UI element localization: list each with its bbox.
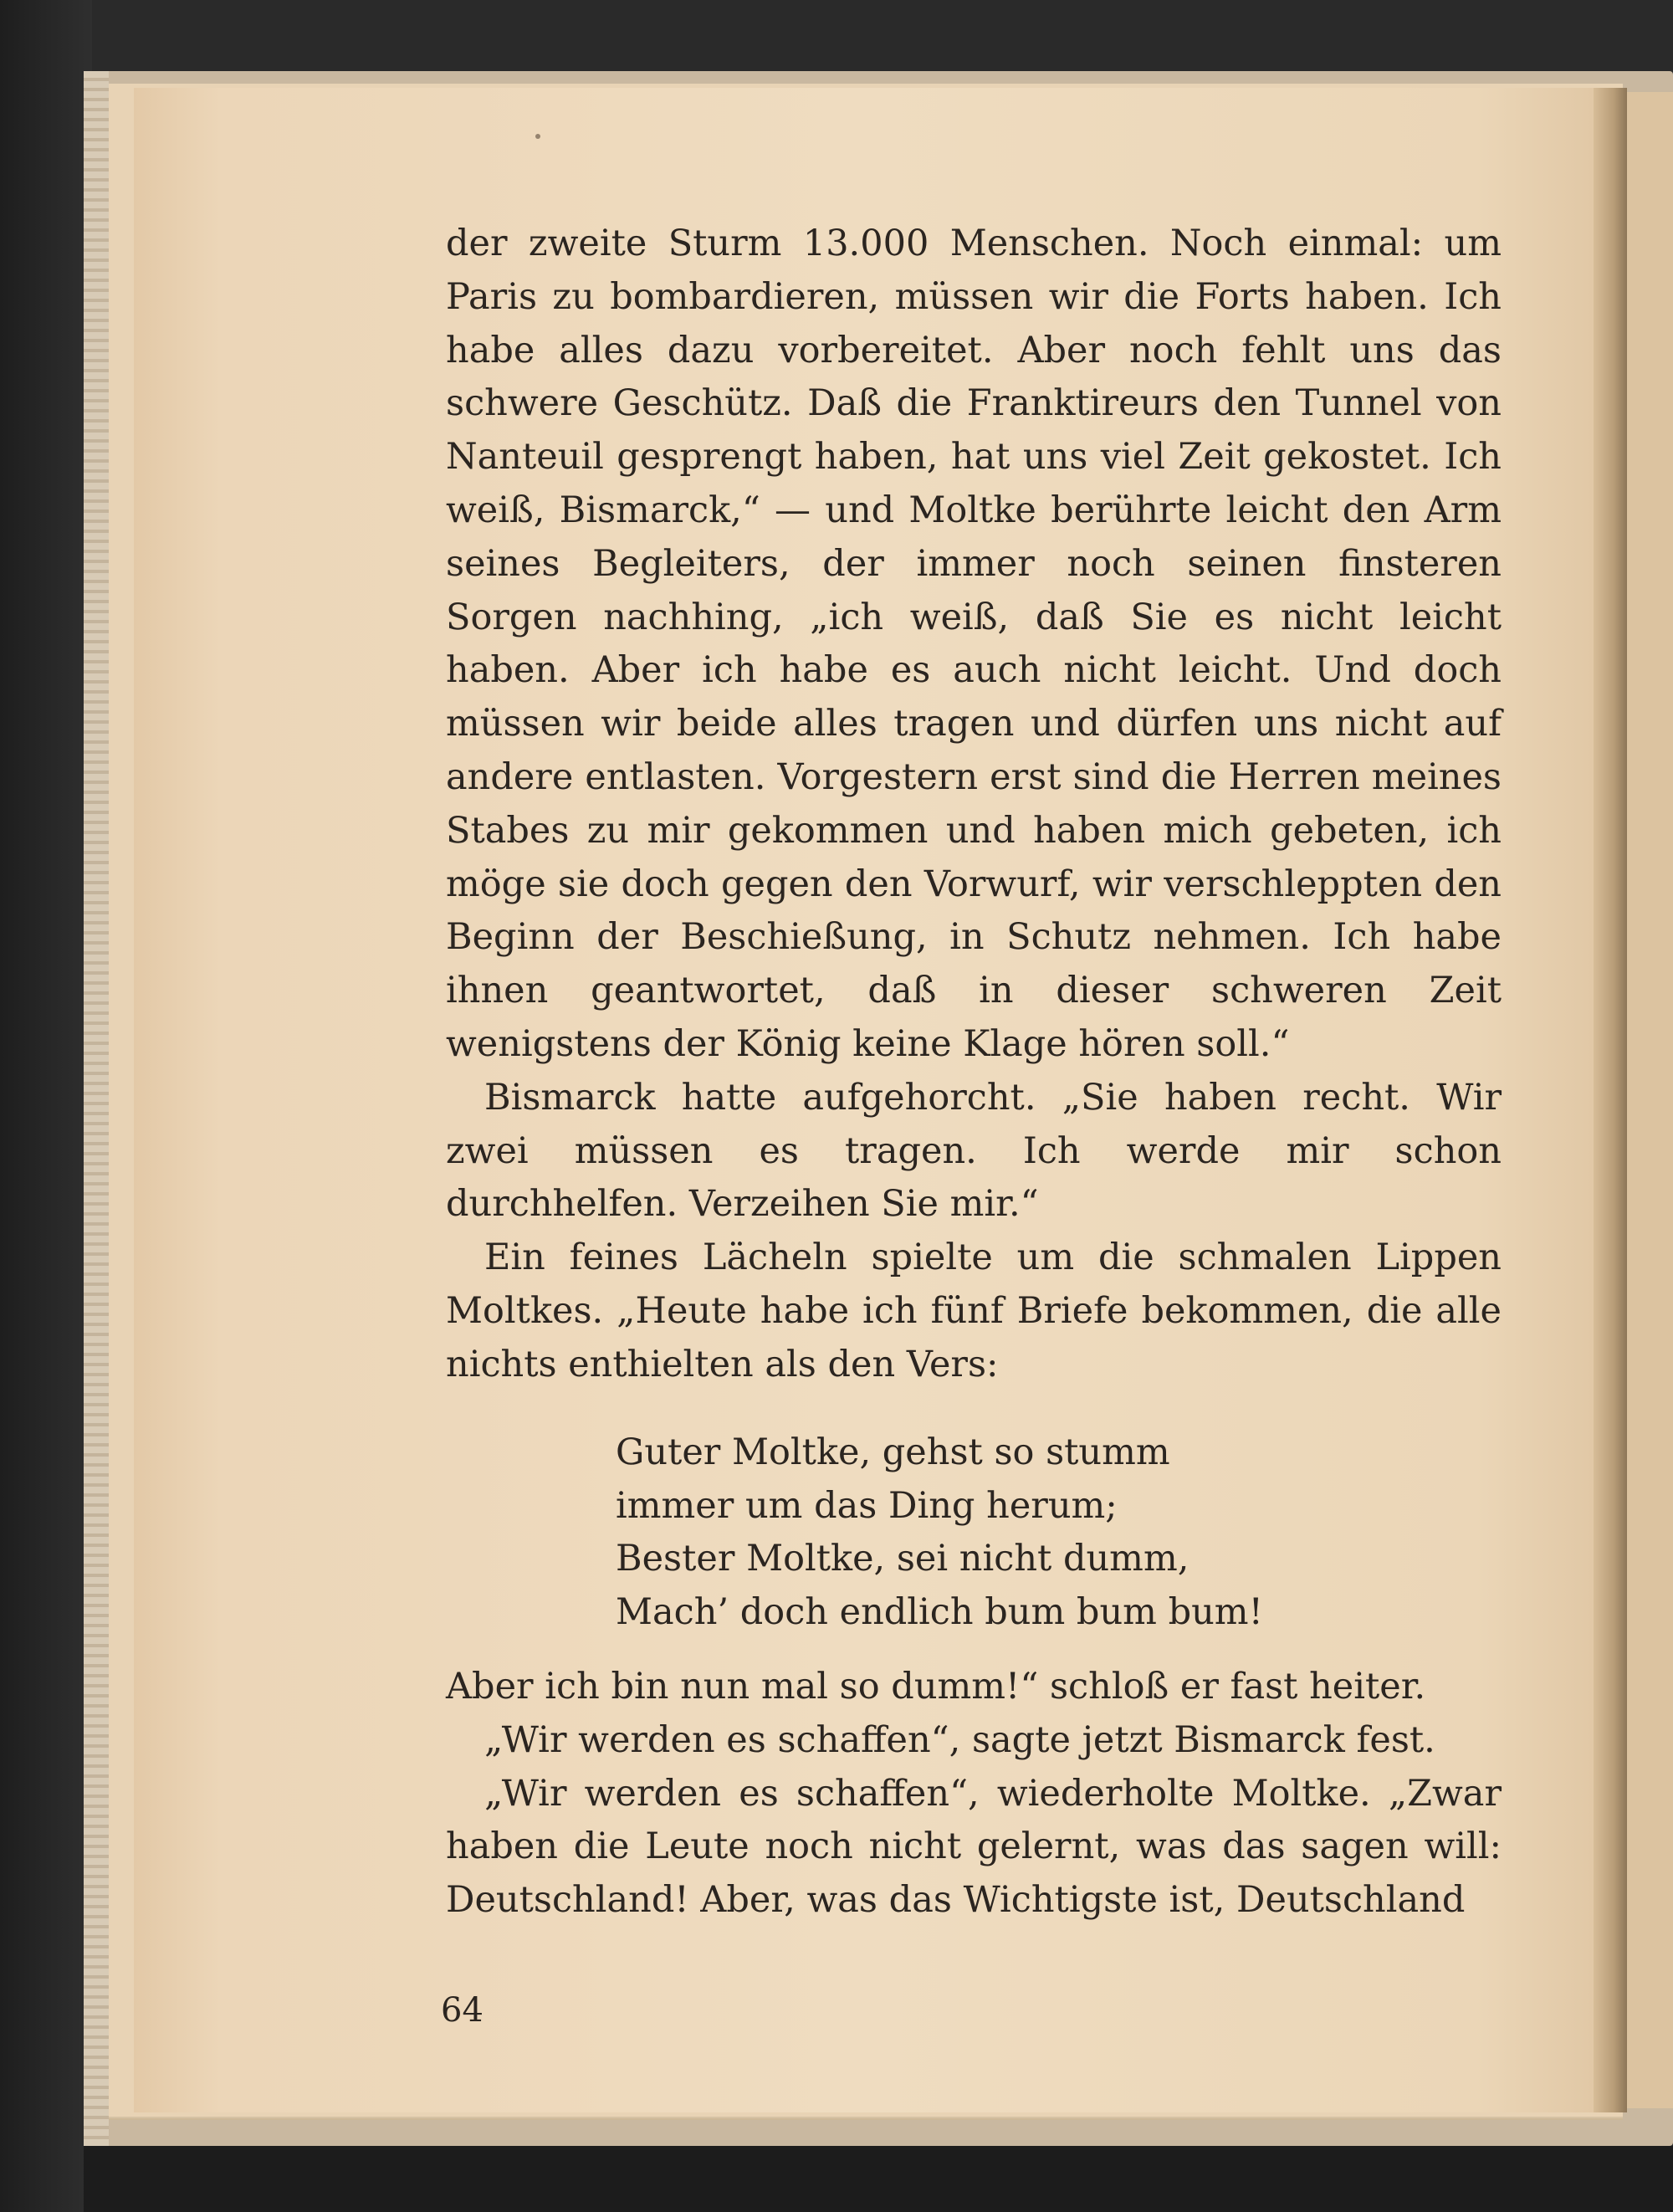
- body-text-continued: [446, 1661, 1502, 1928]
- paragraph: „Wir werden es schaffen“, wiederholte Moltke. „Zwar haben die Leute noch nicht gelernt, was das sagen will: Deutschland! Aber, was das Wichtigste ist, Deutschland: [446, 1772, 1502, 1922]
- paragraph: Ein feines Lächeln spielte um die schmalen Lippen Moltkes. „Heute habe ich fünf Briefe bekommen, die alle nichts enthielten als den Vers:: [446, 1237, 1502, 1385]
- paragraph: der zweite Sturm 13.000 Menschen. Noch einmal: um Paris zu bombardieren, müssen wir die Forts haben. Ich habe alles dazu vorbereitet. Aber noch fehlt uns das schwere Geschütz. Daß die Franktireurs den Tunnel von Nanteuil gesprengt haben, hat uns viel Zeit gekostet. Ich weiß, Bismarck,“ — und Moltke berührte leicht den Arm seines Begleiters, der immer noch seinen finsteren Sorgen nachhing, „ich weiß, daß Sie es nicht leicht haben. Aber ich habe es auch nicht leicht. Und doch müssen wir beide alles tragen und dürfen uns nicht auf andere entlasten. Vorgestern erst sind die Herren meines Stabes zu mir gekommen und haben mich gebeten, ich möge sie doch gegen den Vorwurf, wir verschleppten den Beginn der Beschießung, in Schutz nehmen. Ich habe ihnen geantwortet, daß in dieser schweren Zeit wenigstens der König keine Klage hören soll.“: [446, 223, 1502, 1065]
- paragraph: „Wir werden es schaffen“, sagte jetzt Bismarck fest.: [484, 1718, 1435, 1761]
- body-text: [446, 218, 1502, 1392]
- poem-line: Bester Moltke, sei nicht dumm,: [616, 1538, 1190, 1580]
- spine-gutter: [1594, 88, 1627, 2112]
- poem-verse: [616, 1426, 1369, 1639]
- poem-line: Mach’ doch endlich bum bum bum!: [616, 1590, 1263, 1633]
- facing-page-edge: [1627, 92, 1673, 2108]
- poem-line: Guter Moltke, gehst so stumm: [616, 1431, 1170, 1473]
- bottom-background: [84, 2146, 1673, 2212]
- page-number: 64: [441, 1991, 483, 2030]
- poem-line: immer um das Ding herum;: [616, 1484, 1118, 1527]
- book-cover-edge: [84, 71, 109, 2146]
- paragraph: Aber ich bin nun mal so dumm!“ schloß er fast heiter.: [446, 1666, 1426, 1708]
- paper-speck: [535, 134, 540, 139]
- background: [0, 0, 92, 2212]
- paragraph: Bismarck hatte aufgehorcht. „Sie haben recht. Wir zwei müssen es tragen. Ich werde mir schon durchhelfen. Verzeihen Sie mir.“: [446, 1076, 1502, 1226]
